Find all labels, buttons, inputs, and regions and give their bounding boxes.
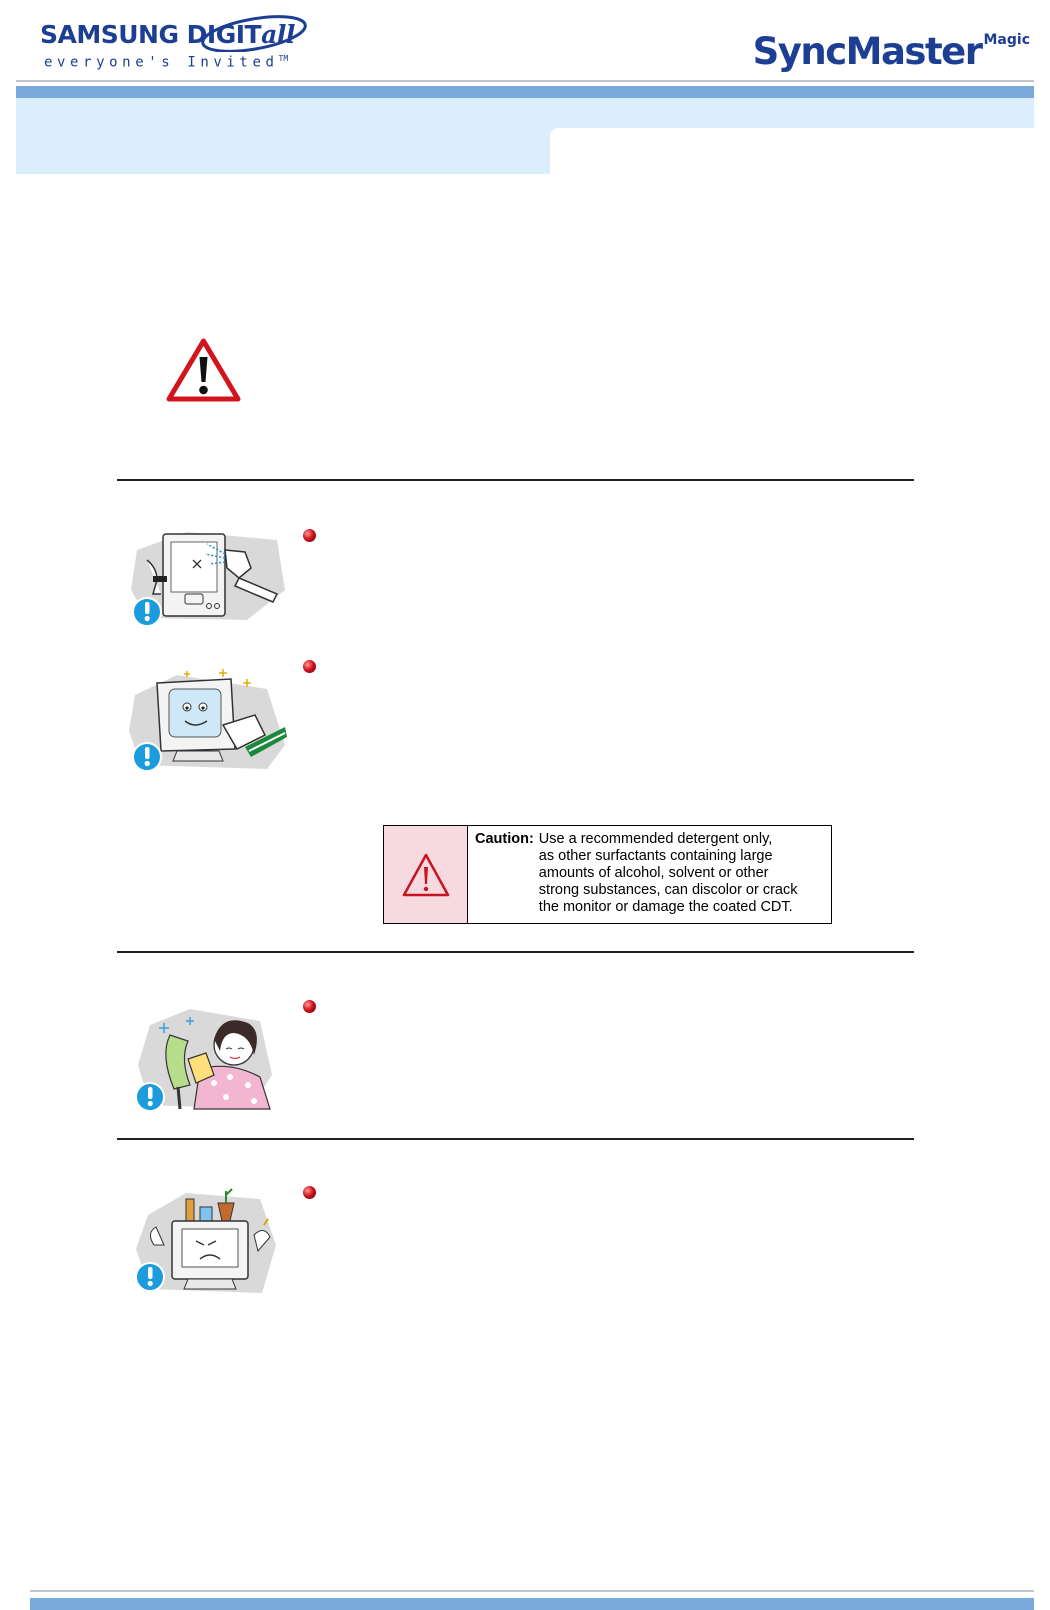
red-bullet-icon (303, 529, 316, 542)
caution-icon-pane (384, 826, 468, 923)
caution-body (539, 831, 798, 923)
header-rule (16, 80, 1034, 82)
caution-box (383, 825, 832, 924)
section-divider (117, 479, 914, 481)
objects-on-monitor-illustration (130, 1185, 280, 1297)
caution-triangle-icon (401, 852, 451, 898)
brand-name: SAMSUNG DIGITall (40, 20, 295, 49)
caution-line: Use a recommended detergent only, (538, 831, 773, 847)
caution-label: Caution: (475, 831, 534, 847)
caution-line: amounts of alcohol, solvent or other (538, 865, 769, 881)
red-bullet-icon (303, 660, 316, 673)
red-bullet-icon (303, 1186, 316, 1199)
red-bullet-icon (303, 1000, 316, 1013)
header-band (16, 86, 1034, 98)
product-suffix: Magic (983, 32, 1030, 48)
caution-line: as other surfactants containing large (538, 848, 773, 864)
caution-line: strong substances, can discolor or crack (538, 882, 798, 898)
cleaning-power-plug-illustration (130, 1005, 280, 1115)
samsung-digitall-logo (40, 10, 295, 72)
caution-text (468, 826, 804, 923)
syncmaster-logo (753, 30, 1030, 73)
warning-triangle-icon (166, 337, 241, 403)
title-bar-tab (550, 128, 1034, 174)
monitor-wiping-illustration (127, 665, 287, 775)
caution-line: the monitor or damage the coated CDT. (538, 899, 793, 915)
section-divider (117, 1138, 914, 1140)
product-name: SyncMaster (752, 30, 982, 73)
section-divider (117, 951, 914, 953)
footer-rule (30, 1590, 1034, 1592)
footer-band (30, 1598, 1034, 1610)
brand-tagline: everyone's Invited™ (44, 54, 289, 71)
monitor-spray-cleaning-illustration (127, 520, 287, 630)
